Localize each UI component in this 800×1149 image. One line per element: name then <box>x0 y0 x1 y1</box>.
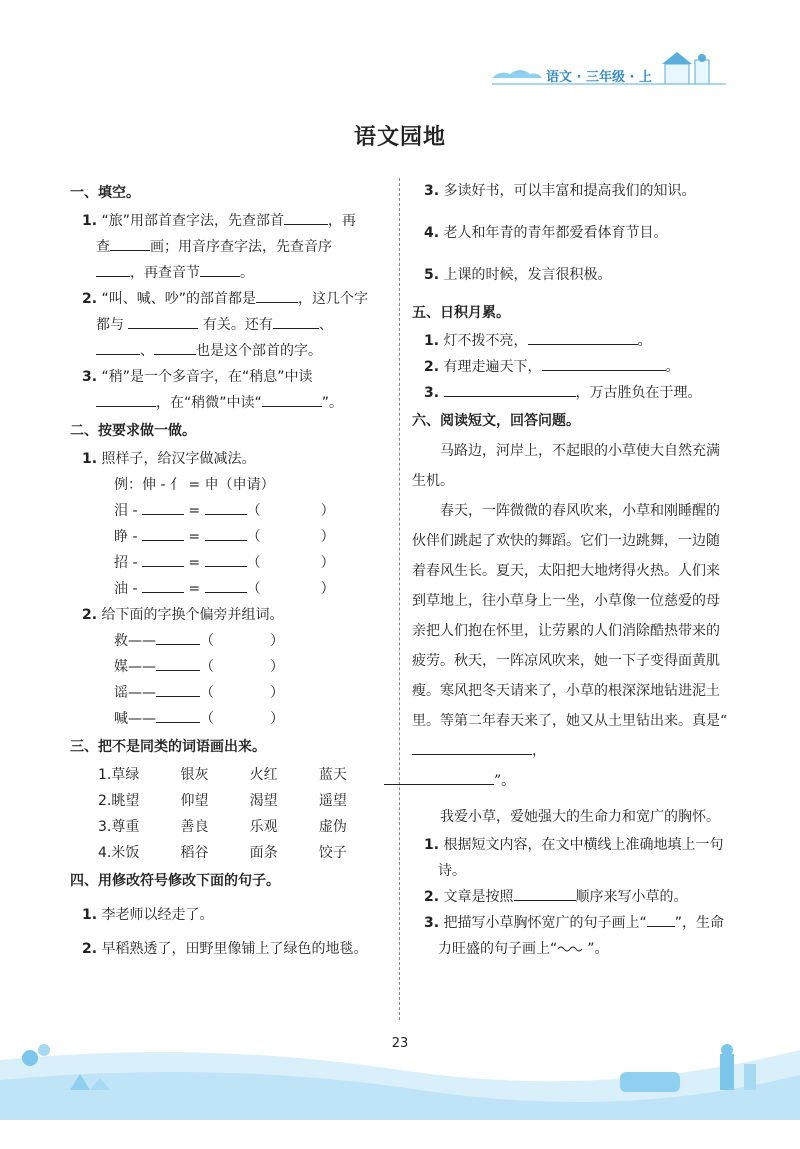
s2-subtract-row: 油 - = （ ） <box>70 576 388 602</box>
page-header <box>490 48 730 92</box>
left-column <box>70 178 388 962</box>
blank[interactable] <box>96 392 156 407</box>
passage-paragraph-1: 马路边，河岸上，不起眼的小草使大自然充满生机。 <box>412 443 720 489</box>
s4-item-4: 4. 老人和年青的青年都爱看体育节目。 <box>424 225 668 241</box>
s4-item-5: 5. 上课的时候，发言很积极。 <box>424 267 612 283</box>
s2-radical-row: 救—— （ ） <box>70 628 388 654</box>
section-5-heading: 五、日积月累。 <box>412 305 510 321</box>
word-row: 4. 米饭 稻谷 面条 饺子 <box>98 845 347 861</box>
page-title: 语文园地 <box>353 125 446 150</box>
word-row: 1. 草绿 银灰 火红 蓝天 <box>98 767 347 783</box>
blank[interactable] <box>128 314 198 329</box>
page-number: 23 <box>391 1036 409 1051</box>
s2-q1: 1. 照样子，给汉字做减法。 <box>82 451 256 467</box>
wavy-line-icon <box>557 943 587 953</box>
s2-example: 例：伸 - 亻 = 申（申请） <box>114 477 275 493</box>
blank[interactable] <box>96 340 140 355</box>
s2-radical-row: 谣—— （ ） <box>70 680 388 706</box>
wave-landscape-icon <box>0 1020 800 1120</box>
section-1-heading: 一、填空。 <box>70 185 140 201</box>
section-4-heading: 四、用修改符号修改下面的句子。 <box>70 873 280 889</box>
section-6-heading: 六、阅读短文，回答问题。 <box>412 413 580 429</box>
word-row: 2. 眺望 仰望 渴望 遥望 <box>98 793 347 809</box>
s1-q1: 1. “旅”用部首查字法，先查部首 ，再 查 画；用音序查字法，先查音序 ，再查音节 。 <box>70 208 388 286</box>
s5-item-1: 1. 灯不拨不亮， 。 <box>412 328 732 354</box>
blank[interactable] <box>262 392 322 407</box>
s2-subtract-row: 招 - = （ ） <box>70 550 388 576</box>
blank[interactable] <box>110 236 150 251</box>
s6-q2: 2. 文章是按照 顺序来写小草的。 <box>412 884 732 910</box>
column-divider <box>399 178 400 1020</box>
s6-q1: 1. 根据短文内容，在文中横线上准确地填上一句诗。 <box>424 837 724 879</box>
right-column <box>412 178 732 962</box>
footer-decoration <box>0 1020 800 1120</box>
s2-subtract-row: 睁 - = （ ） <box>70 524 388 550</box>
blank[interactable] <box>284 210 328 225</box>
blank[interactable] <box>256 288 298 303</box>
s6-q3: 3. 把描写小草胸怀宽广的句子画上“ ”，生命力旺盛的句子画上“ ”。 <box>412 910 732 962</box>
header-label: 语文 · 三年级 · 上 <box>546 70 652 85</box>
blank[interactable] <box>154 340 196 355</box>
passage-paragraph-2: 春天，一阵微微的春风吹来，小草和刚睡醒的伙伴们跳起了欢快的舞蹈。它们一边跳舞，一边随着春风生长。夏天，太阳把大地烤得火热。人们来到草地上，往小草身上一坐，小草像一位慈爱的母亲把人们抱在怀里，让劳累的人们消除酷热带来的疲劳。秋天，一阵凉风吹来，她一下子变得面黄肌瘦。寒风把冬天请来了，小草的根深深地钻进泥土里。等第二年春天来了，她又从土里钻出来。真是“， ”。 <box>412 496 732 796</box>
s5-item-3: 3. ，万古胜负在于理。 <box>412 380 732 406</box>
straight-line-mark <box>647 912 675 927</box>
s2-radical-row: 媒—— （ ） <box>70 654 388 680</box>
word-row: 3. 尊重 善良 乐观 虚伪 <box>98 819 347 835</box>
s2-subtract-row: 泪 - = （ ） <box>70 498 388 524</box>
s1-q3: 3. “稍”是一个多音字，在“稍息”中读 ，在“稍微”中读“ ”。 <box>82 369 344 411</box>
s5-item-2: 2. 有理走遍天下， 。 <box>412 354 732 380</box>
s1-q2: 2. “叫、喊、吵”的部首都是 ，这几个字 都与 有关。还有 、 、 也是这个部首的字。 <box>70 286 388 364</box>
blank[interactable] <box>96 262 130 277</box>
section-3-heading: 三、把不是同类的词语画出来。 <box>70 739 266 755</box>
s2-q2: 2. 给下面的字换个偏旁并组词。 <box>82 607 284 623</box>
blank[interactable] <box>200 262 240 277</box>
s4-item-2: 2. 早稻熟透了，田野里像铺上了绿色的地毯。 <box>82 941 368 957</box>
s4-item-1: 1. 李老师以经走了。 <box>82 907 214 923</box>
s2-radical-row: 喊—— （ ） <box>70 706 388 732</box>
blank[interactable] <box>273 314 319 329</box>
passage-paragraph-3: 我爱小草，爱她强大的生命力和宽广的胸怀。 <box>440 809 720 825</box>
section-2-heading: 二、按要求做一做。 <box>70 423 196 439</box>
s4-item-3: 3. 多读好书，可以丰富和提高我们的知识。 <box>424 183 696 199</box>
